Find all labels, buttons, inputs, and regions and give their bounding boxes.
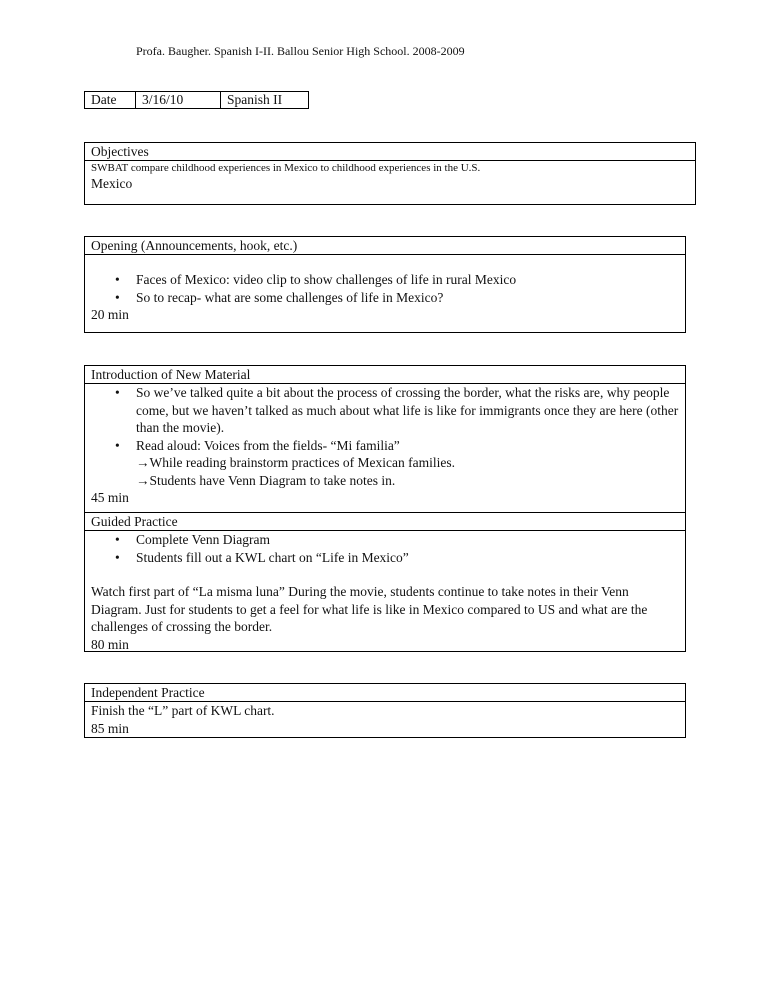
opening-list (91, 271, 679, 306)
intro-time: 45 min (91, 490, 129, 505)
list-item: • So to recap- what are some challenges of life in Mexico? (91, 289, 679, 307)
date-table (84, 91, 309, 109)
opening-title: Opening (Announcements, hook, etc.) (85, 237, 685, 255)
date-value: 3/16/10 (136, 92, 221, 109)
independent-time: 85 min (91, 720, 129, 736)
course-name: Spanish II (221, 92, 309, 109)
list-item: • Complete Venn Diagram (91, 531, 679, 549)
opening-section (84, 236, 686, 333)
intro-arrow-note: →While reading brainstorm practices of Mexican families. (136, 455, 456, 470)
guided-paragraph: Watch first part of “La misma luna” During the movie, students continue to take notes in their Venn Diagram. Just for students to get a feel for what life is like in Mexico compared to US and what are the challenges of crossing the border. (91, 584, 648, 634)
list-item: • So we’ve talked quite a bit about the process of crossing the border, what the risks are, why people come, but we haven’t talked as much about what life is like for immigrants once they are here (other than the movie). (91, 384, 679, 437)
lesson-section (84, 365, 686, 652)
independent-section (84, 683, 686, 738)
objectives-text: SWBAT compare childhood experiences in Mexico to childhood experiences in the U.S. (91, 162, 481, 174)
guided-title: Guided Practice (85, 512, 685, 531)
list-item: • Read aloud: Voices from the fields- “Mi familia” (91, 437, 679, 455)
intro-list (91, 384, 679, 454)
independent-task: Finish the “L” part of KWL chart. (91, 703, 275, 718)
date-label: Date (85, 92, 136, 109)
objectives-topic: Mexico (91, 176, 133, 191)
guided-list (91, 531, 679, 566)
document-header: Profa. Baugher. Spanish I-II. Ballou Senior High School. 2008-2009 (136, 44, 465, 58)
objectives-section (84, 142, 696, 205)
objectives-title: Objectives (85, 143, 695, 161)
list-item: • Faces of Mexico: video clip to show challenges of life in rural Mexico (91, 271, 679, 289)
intro-title: Introduction of New Material (85, 366, 685, 384)
guided-time: 80 min (91, 636, 129, 652)
list-item: • Students fill out a KWL chart on “Life in Mexico” (91, 549, 679, 567)
independent-title: Independent Practice (85, 684, 685, 702)
intro-arrow-note: →Students have Venn Diagram to take notes in. (136, 472, 396, 488)
opening-time: 20 min (91, 307, 129, 322)
